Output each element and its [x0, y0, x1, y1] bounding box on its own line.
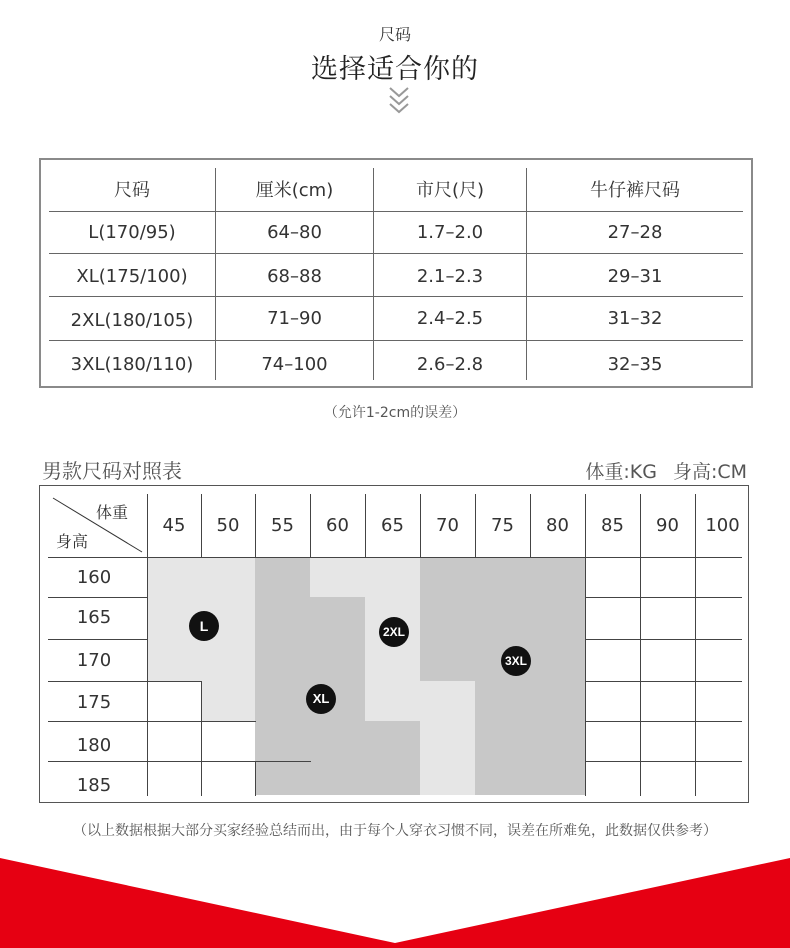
chart-title: 男款尺码对照表 — [42, 459, 182, 483]
table-cell: 74–100 — [261, 354, 328, 375]
chevron-down-icon — [387, 86, 411, 116]
size-badge-xl: XL — [306, 684, 336, 714]
chart-units — [569, 457, 747, 484]
table-cell: 64–80 — [267, 222, 322, 243]
weight-header: 55 — [271, 515, 294, 536]
table-header: 尺码 — [114, 180, 150, 201]
table-header: 牛仔裤尺码 — [590, 180, 680, 201]
table-cell: 27–28 — [607, 222, 663, 243]
size-table — [39, 158, 753, 388]
weight-header: 50 — [216, 515, 240, 536]
table-cell: 2.6–2.8 — [416, 354, 484, 375]
table-cell: XL(175/100) — [76, 266, 188, 287]
table-cell: 2.4–2.5 — [416, 308, 484, 329]
weight-header: 45 — [162, 515, 186, 536]
disclaimer-note: （以上数据根据大部分买家经验总结而出，由于每个人穿衣习惯不同，误差在所难免，此数据仅供参考） — [73, 823, 717, 839]
corner-weight-label: 体重 — [96, 503, 129, 522]
table-cell: L(170/95) — [88, 222, 176, 243]
weight-header: 90 — [656, 515, 679, 536]
size-badge-2xl: 2XL — [379, 617, 409, 647]
size-badge-l: L — [189, 611, 219, 641]
table-header: 市尺(尺) — [415, 180, 485, 201]
weight-header: 80 — [546, 515, 569, 536]
weight-header: 70 — [436, 515, 459, 536]
weight-header: 100 — [705, 515, 740, 536]
corner-height-label: 身高 — [56, 532, 89, 551]
table-cell: 71–90 — [267, 308, 322, 329]
height-header: 180 — [76, 735, 112, 756]
table-cell: 32–35 — [607, 354, 663, 375]
size-badge-3xl: 3XL — [501, 646, 531, 676]
table-cell: 29–31 — [607, 266, 663, 287]
weight-unit-label: 体重:KG — [585, 461, 657, 483]
red-banner — [0, 858, 790, 948]
height-header: 160 — [76, 567, 112, 588]
section-main-title: 选择适合你的 — [311, 54, 479, 85]
weight-header: 65 — [381, 515, 404, 536]
size-chart-grid — [39, 485, 749, 803]
table-header: 厘米(cm) — [255, 180, 334, 201]
table-cell: 1.7–2.0 — [416, 222, 484, 243]
weight-header: 60 — [326, 515, 349, 536]
height-unit-label: 身高:CM — [672, 461, 747, 483]
height-header: 185 — [76, 775, 112, 796]
tolerance-note: （允许1-2cm的误差） — [323, 405, 467, 421]
height-header: 165 — [76, 607, 112, 628]
table-cell: 68–88 — [267, 266, 322, 287]
table-cell: 2.1–2.3 — [416, 266, 484, 287]
height-header: 175 — [76, 692, 112, 713]
section-small-title: 尺码 — [378, 25, 411, 44]
table-cell: 31–32 — [607, 308, 663, 329]
table-cell: 3XL(180/110) — [70, 354, 194, 375]
weight-header: 85 — [601, 515, 624, 536]
weight-header: 75 — [491, 515, 514, 536]
height-header: 170 — [76, 650, 112, 671]
table-cell: 2XL(180/105) — [70, 310, 194, 331]
